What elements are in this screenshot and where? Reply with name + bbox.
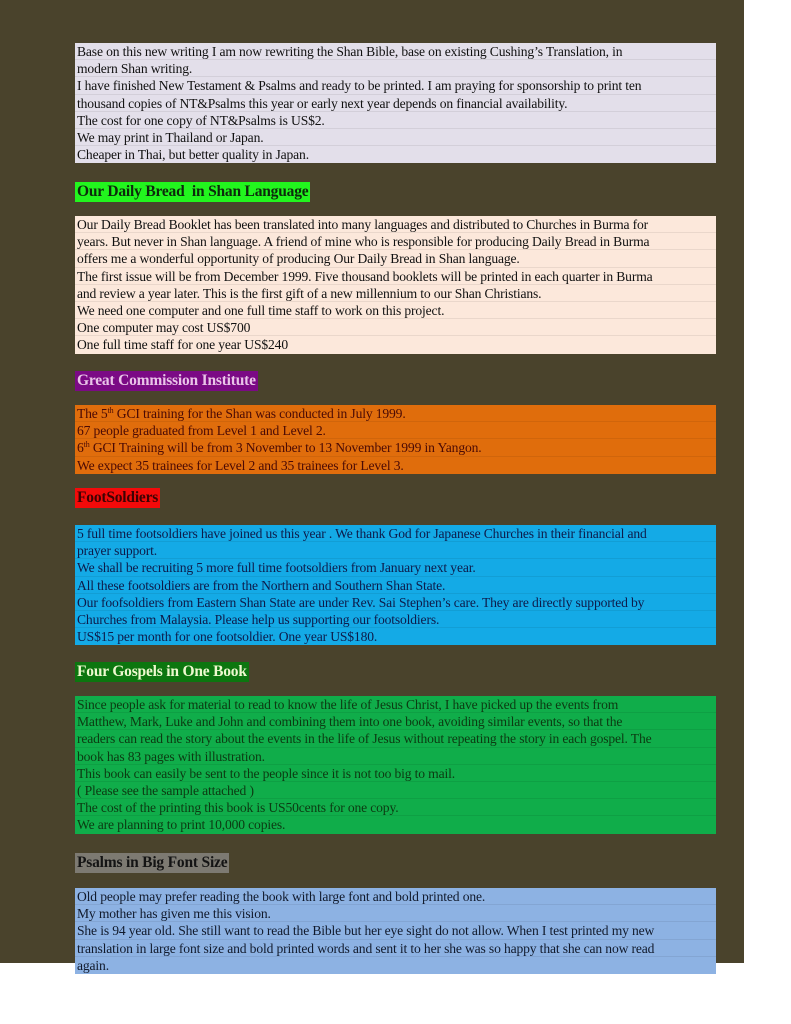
daily-bread-line: years. But never in Shan language. A friend of mine who is responsible for producing Daily Bread in Burma <box>75 233 716 250</box>
gci-line: We expect 35 trainees for Level 2 and 35 trainees for Level 3. <box>77 457 404 473</box>
four-gospels-line: The cost of the printing this book is US50cents for one copy. <box>75 799 716 816</box>
bible-line: Cheaper in Thai, but better quality in Japan. <box>77 147 309 163</box>
daily-bread-line: Our Daily Bread Booklet has been translated into many languages and distributed to Churches in Burma for <box>75 216 716 233</box>
psalms-line: She is 94 year old. She still want to read the Bible but her eye sight do not allow. When I test printed my new <box>75 922 716 939</box>
daily-bread-line: One computer may cost US$700 <box>75 319 716 336</box>
four-gospels-section-box <box>75 696 716 834</box>
bible-line: The cost for one copy of NT&Psalms is US$2. <box>75 112 716 129</box>
four-gospels-line: Since people ask for material to read to know the life of Jesus Christ, I have picked up the events from <box>75 696 716 713</box>
four-gospels-line: We are planning to print 10,000 copies. <box>77 817 286 833</box>
four-gospels-line: Matthew, Mark, Luke and John and combining them into one book, avoiding similar events, so that the <box>75 713 716 730</box>
bible-line: thousand copies of NT&Psalms this year or early next year depends on financial availability. <box>75 95 716 112</box>
gci-section-box <box>75 405 716 474</box>
footsoldiers-heading: FootSoldiers <box>77 489 159 506</box>
psalms-heading: Psalms in Big Font Size <box>77 854 228 871</box>
psalms-line: My mother has given me this vision. <box>75 905 716 922</box>
daily-bread-line: and review a year later. This is the first gift of a new millennium to our Shan Christians. <box>75 285 716 302</box>
gci-heading: Great Commission Institute <box>77 372 256 389</box>
footsoldiers-line: Our foofsoldiers from Eastern Shan State are under Rev. Sai Stephen’s care. They are directly supported by <box>75 594 716 611</box>
bible-section-box <box>75 43 716 163</box>
footsoldiers-section-box <box>75 525 716 645</box>
psalms-section-box <box>75 888 716 974</box>
bible-line: Base on this new writing I am now rewriting the Shan Bible, base on existing Cushing’s Translation, in <box>75 43 716 60</box>
footsoldiers-line: 5 full time footsoldiers have joined us this year . We thank God for Japanese Churches in their financial and <box>75 525 716 542</box>
four-gospels-line: book has 83 pages with illustration. <box>75 748 716 765</box>
four-gospels-line: This book can easily be sent to the people since it is not too big to mail. <box>75 765 716 782</box>
daily-bread-line: The first issue will be from December 1999. Five thousand booklets will be printed in each quarter in Burma <box>75 268 716 285</box>
psalms-line: again. <box>77 957 109 973</box>
gci-line3-text-rest: GCI Training will be from 3 November to 13 November 1999 in Yangon. <box>89 440 482 456</box>
bible-line: We may print in Thailand or Japan. <box>75 129 716 146</box>
footsoldiers-line: Churches from Malaysia. Please help us supporting our footsoldiers. <box>75 611 716 628</box>
gci-line1-text: The 5 <box>77 406 108 421</box>
gci-line1-text-rest: GCI training for the Shan was conducted in July 1999. <box>113 406 406 421</box>
four-gospels-line: readers can read the story about the events in the life of Jesus without repeating the story in each gospel. The <box>75 730 716 747</box>
daily-bread-line: offers me a wonderful opportunity of producing Our Daily Bread in Shan language. <box>75 250 716 267</box>
gci-line3-text: 6 <box>77 440 84 456</box>
gci-line <box>75 405 716 422</box>
psalms-line: Old people may prefer reading the book with large font and bold printed one. <box>75 888 716 905</box>
psalms-line: translation in large font size and bold printed words and sent it to her she was so happy that she can now read <box>75 940 716 957</box>
bible-line: I have finished New Testament & Psalms and ready to be printed. I am praying for sponsorship to print ten <box>75 77 716 94</box>
footsoldiers-line: prayer support. <box>75 542 716 559</box>
daily-bread-heading: Our Daily Bread in Shan Language <box>77 183 309 200</box>
bible-line: modern Shan writing. <box>75 60 716 77</box>
ordinal-suffix: th <box>83 440 90 450</box>
daily-bread-line: One full time staff for one year US$240 <box>77 337 288 353</box>
footsoldiers-line: All these footsoldiers are from the Northern and Southern Shan State. <box>75 577 716 594</box>
footsoldiers-line: We shall be recruiting 5 more full time footsoldiers from January next year. <box>75 559 716 576</box>
daily-bread-section-box <box>75 216 716 354</box>
daily-bread-line: We need one computer and one full time staff to work on this project. <box>75 302 716 319</box>
four-gospels-line: ( Please see the sample attached ) <box>75 782 716 799</box>
four-gospels-heading: Four Gospels in One Book <box>77 663 247 680</box>
footsoldiers-line: US$15 per month for one footsoldier. One year US$180. <box>77 629 378 645</box>
gci-line <box>75 439 716 456</box>
ordinal-suffix: th <box>107 406 114 415</box>
gci-line: 67 people graduated from Level 1 and Level 2. <box>75 422 716 439</box>
